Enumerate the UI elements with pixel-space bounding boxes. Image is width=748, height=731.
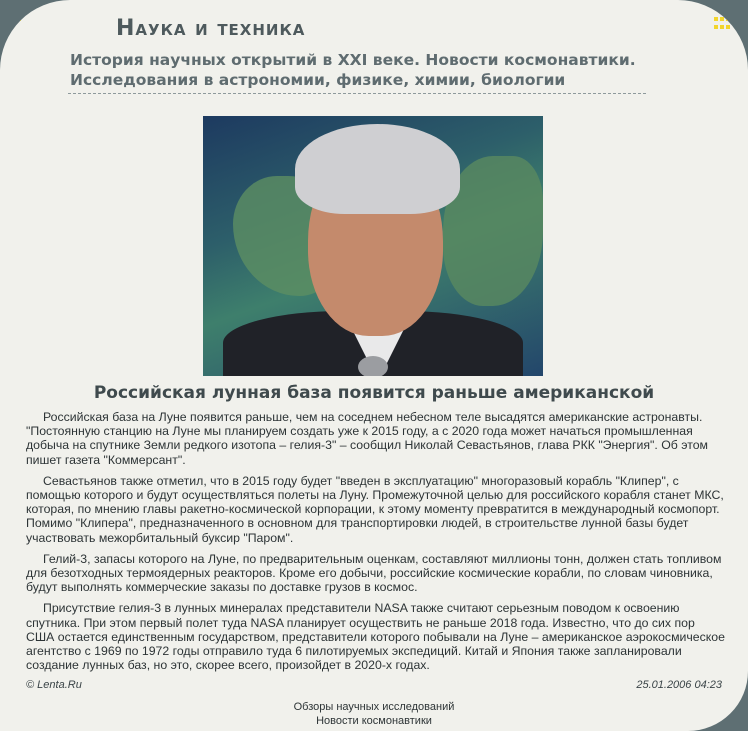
article-headline: Российская лунная база появится раньше американской <box>93 383 655 403</box>
footer-link-space-news[interactable]: Новости космонавтики <box>316 715 432 727</box>
corner-dots-icon <box>5 9 23 23</box>
article-date: 25.01.2006 04:23 <box>636 679 722 691</box>
footer-link-reviews[interactable]: Обзоры научных исследований <box>293 701 455 713</box>
site-subtitle: История научных открытий в XXI веке. Новости космонавтики. Исследования в астрономии, физике, химии, биологии <box>70 51 636 89</box>
divider <box>68 93 646 94</box>
corner-dots-icon <box>714 17 732 31</box>
article-photo <box>203 116 543 376</box>
footer-links <box>0 700 748 728</box>
article-paragraph: Российская база на Луне появится раньше, чем на соседнем небесном теле высадятся американские астронавты. "Постоянную станцию на Луне мы планируем создать уже к 2015 году, а с 2020 года может начаться промышленная добыча на спутнике Земли редкого изотопа – гелия-3" – сообщил Николай Севастьянов, глава РКК "Энергия". Об этом пишет газета "Коммерсант". <box>26 410 709 467</box>
article-paragraph: Присутствие гелия-3 в лунных минералах представители NASA также считают серьезным поводом к освоению спутника. При этом первый полет туда NASA планирует осуществить не раньше 2018 года. Известно, что до сих пор США остается единственным государством, представители которого побывали на Луне – американское аэрокосмическое агентство с 1969 по 1972 годы отправило туда 6 пилотируемых экспедиций. Китай и Япония также запланировали создание лунных баз, но это, скорее всего, произойдет в 2020-х годах. <box>26 601 725 673</box>
article-source: © Lenta.Ru <box>26 679 82 691</box>
article-body <box>26 410 726 679</box>
site-title[interactable]: Наука и техника <box>116 16 306 41</box>
article-paragraph: Гелий-3, запасы которого на Луне, по предварительным оценкам, составляют миллионы тонн, должен стать топливом для безотходных термоядерных реакторов. Кроме его добычи, российские космические корабли, по словам чиновника, будут выполнять коммерческие заказы по доставке грузов в космос. <box>26 551 722 595</box>
article-paragraph: Севастьянов также отметил, что в 2015 году будет "введен в эксплуатацию" многоразовый корабль "Клипер", с помощью которого и будут осуществляться полеты на Луну. Промежуточной целью для российского корабля станет МКС, которая, по мнению главы ракетно-космической корпорации, к этому моменту превратится в международный космопорт. Помимо "Клипера", предназначенного в основном для транспортировки людей, в строительстве лунной базы будет участвовать межорбитальный буксир "Паром". <box>26 473 724 545</box>
